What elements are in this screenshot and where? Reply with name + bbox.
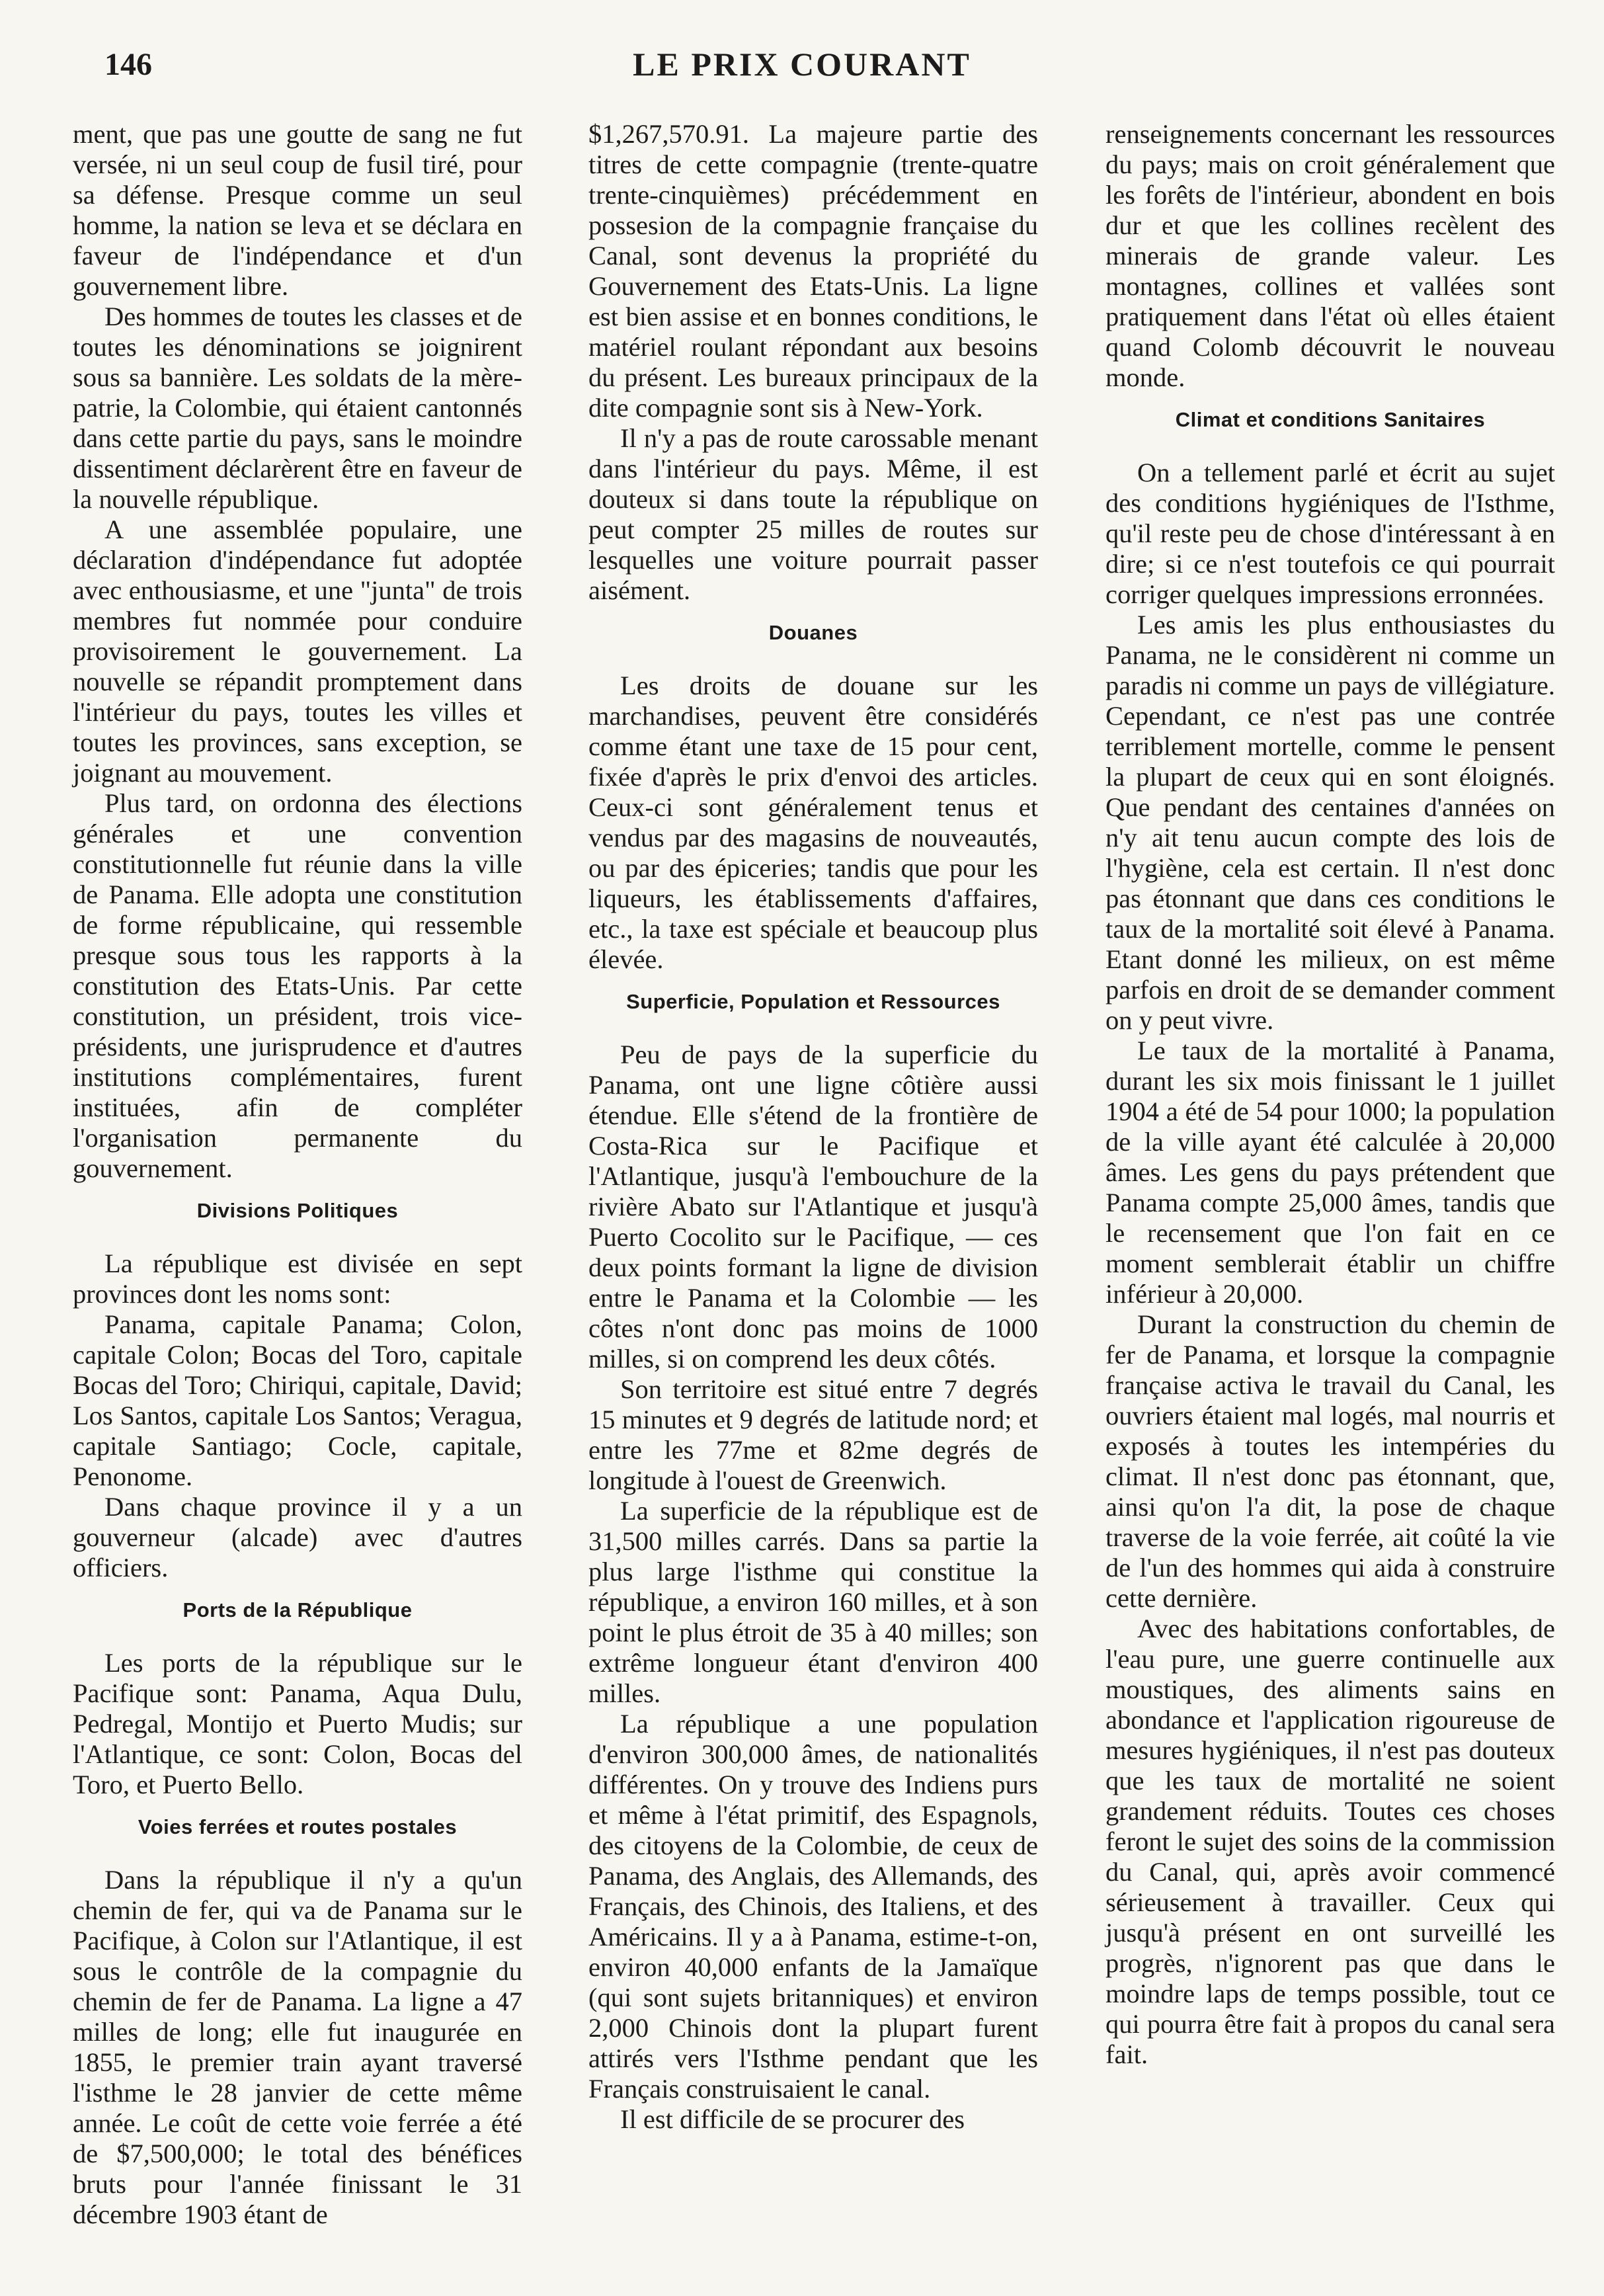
paragraph: Il n'y a pas de route carossable menant dans l'intérieur du pays. Même, il est douteux si dans toute la république on peut compter 25 milles de routes sur lesquelles une voiture pourrait passer aisément. [588,423,1038,605]
paragraph: La superficie de la république est de 31,500 milles carrés. Dans sa partie la plus large l'isthme qui constitue la république, a environ 160 milles, et à son point le plus étroit de 35 à 40 milles; son extrême longueur étant d'environ 400 milles. [588,1496,1038,1708]
text-column-3 [1105,119,1555,2070]
paragraph: Il est difficile de se procurer des [620,2104,965,2134]
paragraph: Dans la république il n'y a qu'un chemin de fer, qui va de Panama sur le Pacifique, à Colon sur l'Atlantique, il est sous le contrôle de la compagnie du chemin de fer de Panama. La ligne a 47 milles de long; elle fut inaugurée en 1855, le premier train ayant traversé l'isthme le 28 janvier de cette même année. Le coût de cette voie ferrée a été de $7,500,000; le total des bénéfices bruts pour l'année finissant le 31 décembre 1903 étant de [73,1865,522,2229]
paragraph: A une assemblée populaire, une déclaration d'indépendance fut adoptée avec enthousiasme, et une "junta" de trois membres fut nommée pour conduire provisoirement le gouvernement. La nouvelle se répandit promptement dans l'intérieur du pays, toutes les villes et toutes les provinces, sans exception, se joignant au mouvement. [73,514,522,788]
masthead-title: LE PRIX COURANT [633,46,971,83]
section-heading-voies: Voies ferrées et routes postales [138,1815,458,1838]
paragraph: Panama, capitale Panama; Colon, capitale Colon; Bocas del Toro, capitale Bocas del Toro; Chiriqui, capitale, David; Los Santos, capitale Los Santos; Veragua, capitale Santiago; Cocle, capitale, Penonome. [73,1309,522,1491]
text-column-2 [588,119,1038,2135]
section-heading-climat: Climat et conditions Sanitaires [1175,408,1486,431]
paragraph: Dans chaque province il y a un gouverneur (alcade) avec d'autres officiers. [73,1492,522,1582]
page-number: 146 [104,47,152,82]
paragraph: La république est divisée en sept provinces dont les noms sont: [73,1249,522,1309]
paragraph: Les amis les plus enthousiastes du Panama, ne le considèrent ni comme un paradis ni comme un pays de villégiature. Cependant, ce n'est pas une contrée terriblement mortelle, comme le pensent la plupart de ceux qui en sont éloignés. Que pendant des centaines d'années on n'y ait tenu aucun compte des lois de l'hygiène, cela est certain. Il n'est donc pas étonnant que dans ces conditions le taux de la mortalité soit élevé à Panama. Etant donné les milieux, on est même parfois en droit de se demander comment on y peut vivre. [1105,610,1555,1035]
paragraph: Peu de pays de la superficie du Panama, ont une ligne côtière aussi étendue. Elle s'étend de la frontière de Costa-Rica sur le Pacifique et l'Atlantique, jusqu'à l'embouchure de la rivière Abato sur l'Atlantique et jusqu'à Puerto Cocolito sur le Pacifique, — ces deux points formant la ligne de division entre le Panama et la Colombie — les côtes n'ont donc pas moins de 1000 milles, si on comprend les deux côtés. [588,1040,1038,1374]
paragraph: Les ports de la république sur le Pacifique sont: Panama, Aqua Dulu, Pedregal, Montijo et Puerto Mudis; sur l'Atlantique, ce sont: Colon, Bocas del Toro, et Puerto Bello. [73,1648,522,1799]
paragraph: Des hommes de toutes les classes et de toutes les dénominations se joignirent sous sa bannière. Les soldats de la mère-patrie, la Colombie, qui étaient cantonnés dans cette partie du pays, sans le moindre dissentiment déclarèrent être en faveur de la nouvelle république. [73,302,522,514]
paragraph: On a tellement parlé et écrit au sujet des conditions hygiéniques de l'Isthme, qu'il reste peu de chose d'intéressant à en dire; si ce n'est toutefois ce qui pourrait corriger quelques impressions erronnées. [1105,458,1555,609]
paragraph: Plus tard, on ordonna des élections générales et une convention constitutionnelle fut réunie dans la ville de Panama. Elle adopta une constitution de forme républicaine, qui ressemble presque sous tous les rapports à la constitution des Etats-Unis. Par cette constitution, un président, trois vice-présidents, une jurisprudence et d'autres institutions complémentaires, furent instituées, afin de compléter l'organisation permanente du gouvernement. [73,788,522,1183]
section-heading-douanes: Douanes [768,621,858,644]
paragraph: Son territoire est situé entre 7 degrés 15 minutes et 9 degrés de latitude nord; et entre les 77me et 82me degrés de longitude à l'ouest de Greenwich. [588,1374,1038,1495]
paragraph: Les droits de douane sur les marchandises, peuvent être considérés comme étant une taxe de 15 pour cent, fixée d'après le prix d'envoi des articles. Ceux-ci sont généralement tenus et vendus par des magasins de nouveautés, ou par des épiceries; tandis que pour les liqueurs, les établissements d'affaires, etc., la taxe est spéciale et beaucoup plus élevée. [588,671,1038,974]
paragraph: Le taux de la mortalité à Panama, durant les six mois finissant le 1 juillet 1904 a été de 54 pour 1000; la population de la ville ayant été calculée à 20,000 âmes. Les gens du pays prétendent que Panama compte 25,000 âmes, tandis que le recensement que l'on fait en ce moment semblerait établir un chiffre inférieur à 20,000. [1105,1036,1555,1309]
text-column-1 [73,119,522,2230]
paragraph: $1,267,570.91. La majeure partie des titres de cette compagnie (trente-quatre trente-cinquièmes) précédemment en possesion de la compagnie française du Canal, sont devenus la propriété du Gouvernement des Etats-Unis. La ligne est bien assise et en bonnes conditions, le matériel roulant répondant aux besoins du présent. Les bureaux principaux de la dite compagnie sont sis à New-York. [588,119,1038,423]
paragraph: La république a une population d'environ 300,000 âmes, de nationalités différentes. On y trouve des Indiens purs et même à l'état primitif, des Espagnols, des citoyens de la Colombie, de ceux de Panama, des Anglais, des Allemands, des Français, des Chinois, des Italiens, et des Américains. Il y a à Panama, estime-t-on, environ 40,000 enfants de la Jamaïque (qui sont sujets britanniques) et environ 2,000 Chinois dont la plupart furent attirés vers l'Isthme pendant que les Français construisaient le canal. [588,1709,1038,2104]
section-heading-ports: Ports de la République [182,1598,413,1621]
paragraph: ment, que pas une goutte de sang ne fut versée, ni un seul coup de fusil tiré, pour sa défense. Presque comme un seul homme, la nation se leva et se déclara en faveur de l'indépendance et d'un gouvernement libre. [73,119,522,301]
section-heading-divisions: Divisions Politiques [196,1199,399,1222]
paragraph: renseignements concernant les ressources du pays; mais on croit généralement que les forêts de l'intérieur, abondent en bois dur et que les collines recèlent des minerais de grande valeur. Les montagnes, collines et vallées sont pratiquement dans l'état où elles étaient quand Colomb découvrit le nouveau monde. [1105,119,1555,392]
paragraph: Avec des habitations confortables, de l'eau pure, une guerre continuelle aux moustiques, des aliments sains en abondance et l'application rigoureuse de mesures hygiéniques, il n'est pas douteux que les taux de mortalité ne soient grandement réduits. Toutes ces choses feront le sujet des soins de la commission du Canal, qui, après avoir commencé sérieusement à travailler. Ceux qui jusqu'à présent en ont surveillé les progrès, n'ignorent pas que dans le moindre laps de temps possible, tout ce qui pourra être fait à propos du canal sera fait. [1105,1614,1555,2069]
paragraph: Durant la construction du chemin de fer de Panama, et lorsque la compagnie française activa le travail du Canal, les ouvriers étaient mal logés, mal nourris et exposés à toutes les intempéries du climat. Il n'est donc pas étonnant, que, ainsi qu'on l'a dit, la pose de chaque traverse de la voie ferrée, ait coûté la vie de l'un des hommes qui aida à construire cette dernière. [1105,1309,1555,1613]
section-heading-superficie: Superficie, Population et Ressources [626,990,1000,1013]
